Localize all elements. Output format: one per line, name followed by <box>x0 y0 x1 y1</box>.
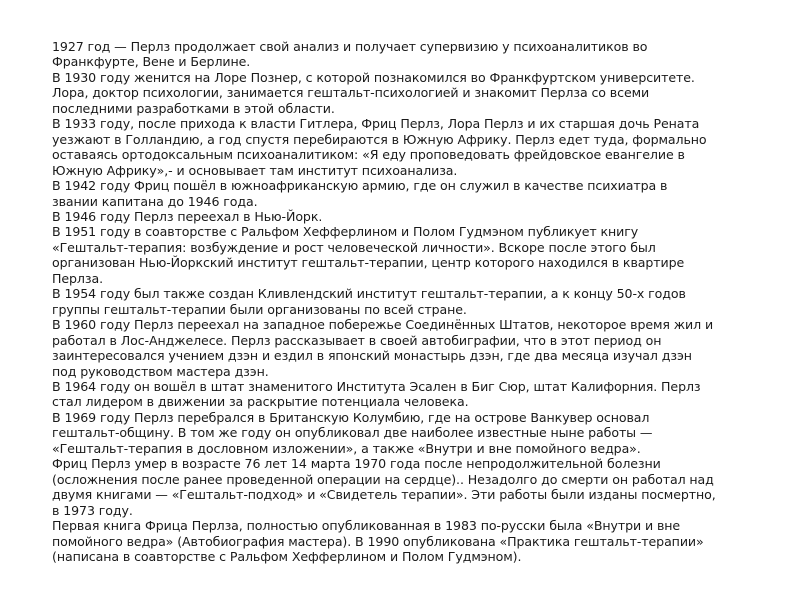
text-line: уезжают в Голландию, а год спустя перебираются в Южную Африку. Перлз едет туда, формально <box>52 131 707 147</box>
text-line: В 1942 году Фриц пошёл в южноафриканскую армию, где он служил в качестве психиатра в <box>52 178 668 194</box>
text-line: организован Нью-Йоркский институт гештальт-терапии, центр которого находился в квартире <box>52 255 685 271</box>
paragraph-1969 <box>52 410 752 456</box>
text-line: В 1969 году Перлз перебрался в Британскую Колумбию, где на острове Ванкувер основал <box>52 409 650 425</box>
text-line: заинтересовался учением дзэн и ездил в японский монастырь дзэн, где два месяца изучал дзэн <box>52 348 692 364</box>
text-line: звании капитана до 1946 года. <box>52 193 258 209</box>
text-line: двумя книгами — «Гештальт-подход» и «Свидетель терапии». Эти работы были изданы посмертно, <box>52 487 716 503</box>
text-line: Лора, доктор психологии, занимается гештальт-психологией и знакомит Перлза со всеми <box>52 85 650 101</box>
text-line: В 1960 году Перлз переехал на западное побережье Соединённых Штатов, некоторое время жил и <box>52 317 714 333</box>
paragraph-publications <box>52 518 752 564</box>
text-line: Южную Африку»,- и основывает там институт психоанализа. <box>52 162 458 178</box>
text-line: Первая книга Фрица Перлза, полностью опубликованная в 1983 по-русски была «Внутри и вне <box>52 518 681 534</box>
text-line: «Гештальт-терапия в дословном изложении», а также «Внутри и вне помойного ведра». <box>52 440 641 456</box>
paragraph-1954 <box>52 286 752 317</box>
text-line: под руководством мастера дзэн. <box>52 363 269 379</box>
text-line: помойного ведра» (Автобиография мастера). В 1990 опубликована «Практика гештальт-терапии» <box>52 533 704 549</box>
text-line: гештальт-общину. В том же году он опубликовал две наиболее известные ныне работы — <box>52 425 653 441</box>
text-line: Франкфурте, Вене и Берлине. <box>52 54 251 70</box>
paragraph-1930 <box>52 70 752 116</box>
text-line: Перлза. <box>52 270 103 286</box>
text-line: стал лидером в движении за раскрытие потенциала человека. <box>52 394 469 410</box>
text-line: оставаясь ортодоксальным психоаналитиком: «Я еду проповедовать фрейдовское евангелие в <box>52 147 685 163</box>
text-line: В 1964 году он вошёл в штат знаменитого Института Эсален в Биг Сюр, штат Калифорния. Перлз <box>52 378 701 394</box>
text-line: «Гештальт-терапия: возбуждение и рост человеческой личности». Вскоре после этого был <box>52 239 656 255</box>
text-line: в 1973 году. <box>52 502 133 518</box>
text-line: последними разработками в этой области. <box>52 100 335 116</box>
text-line: В 1954 году был также создан Кливлендский институт гештальт-терапии, а к концу 50-х годов <box>52 286 686 302</box>
text-line: (написана в соавторстве с Ральфом Хефферлином и Полом Гудмэном). <box>52 548 522 564</box>
text-line: (осложнения после ранее проведенной операции на сердце).. Незадолго до смерти он работал над <box>52 471 714 487</box>
text-line: 1927 год — Перлз продолжает свой анализ и получает супервизию у психоаналитиков во <box>52 39 648 54</box>
paragraph-1942 <box>52 178 752 209</box>
text-line: В 1930 году женится на Лоре Познер, с которой познакомился во Франкфуртском университете. <box>52 69 695 85</box>
text-line: Фриц Перлз умер в возрасте 76 лет 14 марта 1970 года после непродолжительной болезни <box>52 456 661 472</box>
text-line: работал в Лос-Анджелесе. Перлз рассказывает в своей автобиграфии, что в этот период он <box>52 332 662 348</box>
paragraph-1970 <box>52 456 752 518</box>
paragraph-1960 <box>52 317 752 379</box>
text-line: группы гештальт-терапии были организованы по всей стране. <box>52 301 467 317</box>
biography-text <box>52 39 752 564</box>
paragraph-1946 <box>52 209 752 224</box>
paragraph-1927 <box>52 39 752 70</box>
text-line: В 1946 году Перлз переехал в Нью-Йорк. <box>52 208 323 224</box>
paragraph-1964 <box>52 379 752 410</box>
text-line: В 1951 году в соавторстве с Ральфом Хефферлином и Полом Гудмэном публикует книгу <box>52 224 639 240</box>
paragraph-1951 <box>52 224 752 286</box>
paragraph-1933 <box>52 116 752 178</box>
text-line: В 1933 году, после прихода к власти Гитлера, Фриц Перлз, Лора Перлз и их старшая дочь Рената <box>52 116 700 132</box>
